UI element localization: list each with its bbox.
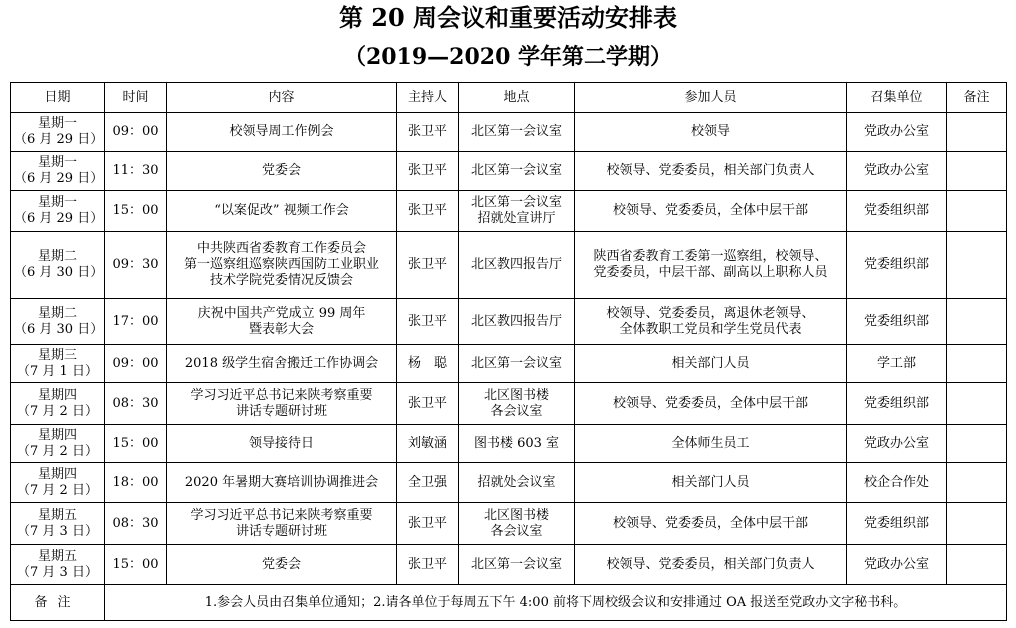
cell-date: 星期二 （6 月 30 日）: [11, 299, 105, 345]
cell-remark: [947, 383, 1007, 425]
cell-date: 星期五 （7 月 3 日）: [11, 503, 105, 545]
cell-time: 15：00: [105, 425, 167, 463]
cell-place: 图书楼 603 室: [459, 425, 575, 463]
table-row: [11, 545, 1007, 585]
cell-content: 学习习近平总书记来陕考察重要 讲话专题研讨班: [167, 503, 397, 545]
cell-place: 北区第一会议室: [459, 152, 575, 191]
cell-content: 校领导周工作例会: [167, 113, 397, 152]
cell-host: 杨 聪: [397, 345, 459, 383]
table-header-row: [11, 83, 1007, 113]
cell-content: 党委会: [167, 545, 397, 585]
cell-time: 08：30: [105, 503, 167, 545]
cell-organizer: 党政办公室: [847, 425, 947, 463]
cell-host: 刘敏涵: [397, 425, 459, 463]
page-title: 第 20 周会议和重要活动安排表: [338, 3, 678, 32]
table-row: [11, 463, 1007, 503]
cell-attendees: 相关部门人员: [575, 463, 847, 503]
cell-time: 11：30: [105, 152, 167, 191]
cell-remark: [947, 191, 1007, 232]
cell-attendees: 相关部门人员: [575, 345, 847, 383]
cell-date: 星期二 （6 月 30 日）: [11, 232, 105, 299]
table-row: [11, 503, 1007, 545]
page-subtitle: （2019—2020 学年第二学期）: [343, 44, 673, 70]
cell-content: 党委会: [167, 152, 397, 191]
cell-organizer: 校企合作处: [847, 463, 947, 503]
cell-content: 庆祝中国共产党成立 99 周年 暨表彰大会: [167, 299, 397, 345]
header-date: 日期: [11, 83, 105, 113]
cell-host: 全卫强: [397, 463, 459, 503]
schedule-table: [10, 82, 1007, 621]
cell-remark: [947, 545, 1007, 585]
cell-host: 张卫平: [397, 383, 459, 425]
header-attendees: 参加人员: [575, 83, 847, 113]
cell-remark: [947, 503, 1007, 545]
cell-organizer: 党委组织部: [847, 383, 947, 425]
table-row: [11, 152, 1007, 191]
cell-remark: [947, 152, 1007, 191]
cell-content: 2020 年暑期大赛培训协调推进会: [167, 463, 397, 503]
cell-attendees: 全体师生员工: [575, 425, 847, 463]
table-row: [11, 345, 1007, 383]
cell-remark: [947, 463, 1007, 503]
cell-host: 张卫平: [397, 191, 459, 232]
cell-content: “以案促改” 视频工作会: [167, 191, 397, 232]
cell-time: 09：00: [105, 345, 167, 383]
cell-attendees: 校领导: [575, 113, 847, 152]
header-host: 主持人: [397, 83, 459, 113]
cell-date: 星期一 （6 月 29 日）: [11, 113, 105, 152]
table-row: [11, 383, 1007, 425]
cell-place: 北区第一会议室 招就处宣讲厅: [459, 191, 575, 232]
cell-content: 2018 级学生宿舍搬迁工作协调会: [167, 345, 397, 383]
cell-organizer: 党委组织部: [847, 191, 947, 232]
table-row: [11, 299, 1007, 345]
table-row: [11, 425, 1007, 463]
cell-organizer: 党政办公室: [847, 545, 947, 585]
cell-remark: [947, 232, 1007, 299]
cell-attendees: 校领导、党委委员，全体中层干部: [575, 383, 847, 425]
cell-place: 北区教四报告厅: [459, 299, 575, 345]
cell-host: 张卫平: [397, 152, 459, 191]
cell-place: 北区教四报告厅: [459, 232, 575, 299]
cell-attendees: 校领导、党委委员，相关部门负责人: [575, 152, 847, 191]
cell-date: 星期四 （7 月 2 日）: [11, 383, 105, 425]
cell-time: 09：30: [105, 232, 167, 299]
cell-organizer: 学工部: [847, 345, 947, 383]
cell-place: 北区第一会议室: [459, 113, 575, 152]
cell-date: 星期一 （6 月 29 日）: [11, 191, 105, 232]
cell-attendees: 校领导、党委委员，全体中层干部: [575, 191, 847, 232]
cell-organizer: 党委组织部: [847, 299, 947, 345]
header-organizer: 召集单位: [847, 83, 947, 113]
cell-organizer: 党委组织部: [847, 232, 947, 299]
cell-time: 15：00: [105, 545, 167, 585]
cell-time: 15：00: [105, 191, 167, 232]
cell-host: 张卫平: [397, 232, 459, 299]
cell-host: 张卫平: [397, 503, 459, 545]
cell-content: 领导接待日: [167, 425, 397, 463]
header-place: 地点: [459, 83, 575, 113]
cell-remark: [947, 113, 1007, 152]
cell-place: 北区第一会议室: [459, 545, 575, 585]
table-row: [11, 113, 1007, 152]
cell-attendees: 陕西省委教育工委第一巡察组，校领导、 党委委员，中层干部、副高以上职称人员: [575, 232, 847, 299]
table-row: [11, 232, 1007, 299]
cell-host: 张卫平: [397, 299, 459, 345]
cell-place: 北区第一会议室: [459, 345, 575, 383]
cell-remark: [947, 345, 1007, 383]
header-remark: 备注: [947, 83, 1007, 113]
cell-attendees: 校领导、党委委员，全体中层干部: [575, 503, 847, 545]
cell-host: 张卫平: [397, 545, 459, 585]
cell-date: 星期五 （7 月 3 日）: [11, 545, 105, 585]
cell-time: 17：00: [105, 299, 167, 345]
note-text: 1.参会人员由召集单位通知；2.请各单位于每周五下午 4:00 前将下周校级会议和安排通过 OA 报送至党政办文字秘书科。: [105, 585, 1007, 621]
cell-content: 中共陕西省委教育工作委员会 第一巡察组巡察陕西国防工业职业 技术学院党委情况反馈会: [167, 232, 397, 299]
cell-time: 09：00: [105, 113, 167, 152]
header-time: 时间: [105, 83, 167, 113]
cell-place: 北区图书楼 各会议室: [459, 383, 575, 425]
cell-organizer: 党委组织部: [847, 503, 947, 545]
cell-content: 学习习近平总书记来陕考察重要 讲话专题研讨班: [167, 383, 397, 425]
cell-organizer: 党政办公室: [847, 113, 947, 152]
table-row: [11, 191, 1007, 232]
cell-place: 北区图书楼 各会议室: [459, 503, 575, 545]
cell-place: 招就处会议室: [459, 463, 575, 503]
cell-host: 张卫平: [397, 113, 459, 152]
cell-organizer: 党政办公室: [847, 152, 947, 191]
cell-time: 08：30: [105, 383, 167, 425]
cell-date: 星期四 （7 月 2 日）: [11, 463, 105, 503]
cell-remark: [947, 425, 1007, 463]
cell-date: 星期一 （6 月 29 日）: [11, 152, 105, 191]
header-content: 内容: [167, 83, 397, 113]
note-row: [11, 585, 1007, 621]
cell-time: 18：00: [105, 463, 167, 503]
cell-remark: [947, 299, 1007, 345]
cell-attendees: 校领导、党委委员，相关部门负责人: [575, 545, 847, 585]
cell-date: 星期三 （7 月 1 日）: [11, 345, 105, 383]
cell-date: 星期四 （7 月 2 日）: [11, 425, 105, 463]
cell-attendees: 校领导、党委委员，离退休老领导、 全体教职工党员和学生党员代表: [575, 299, 847, 345]
note-label: 备注: [11, 585, 105, 621]
